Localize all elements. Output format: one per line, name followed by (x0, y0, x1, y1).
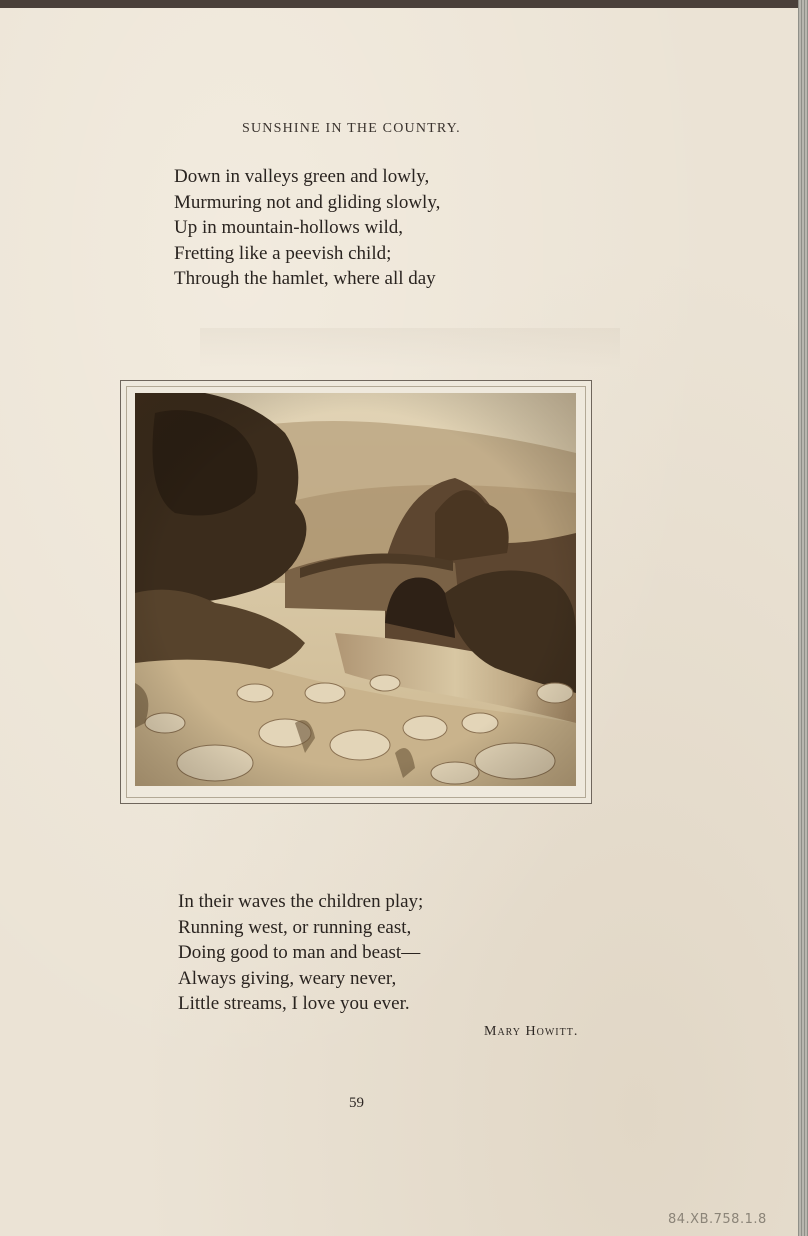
albumen-photograph (135, 393, 576, 786)
poem-line: In their waves the children play; (178, 891, 424, 912)
poem-stanza-bottom (178, 889, 423, 1017)
page-number: 59 (349, 1095, 364, 1111)
show-through-shadow (200, 328, 620, 368)
poem-author: Mary Howitt. (484, 1024, 579, 1039)
poem-line: Little streams, I love you ever. (178, 993, 410, 1014)
book-page (0, 8, 798, 1236)
book-top-edge (0, 0, 808, 8)
poem-line: Always giving, weary never, (178, 967, 397, 989)
poem-stanza-top (174, 164, 440, 292)
poem-line: Down in valleys green and lowly, (174, 166, 430, 187)
catalog-pencil-mark: 84.XB.758.1.8 (668, 1212, 767, 1227)
photo-bridge-stream (135, 393, 576, 786)
poem-line: Murmuring not and gliding slowly, (174, 191, 441, 213)
photo-mount (120, 380, 592, 804)
poem-line: Fretting like a peevish child; (174, 242, 392, 264)
poem-line: Running west, or running east, (178, 916, 412, 938)
poem-line: Through the hamlet, where all day (174, 268, 436, 289)
book-page-edges (798, 0, 808, 1236)
poem-line: Doing good to man and beast— (178, 942, 421, 963)
running-head: SUNSHINE IN THE COUNTRY. (242, 121, 461, 136)
poem-line: Up in mountain-hollows wild, (174, 217, 404, 238)
